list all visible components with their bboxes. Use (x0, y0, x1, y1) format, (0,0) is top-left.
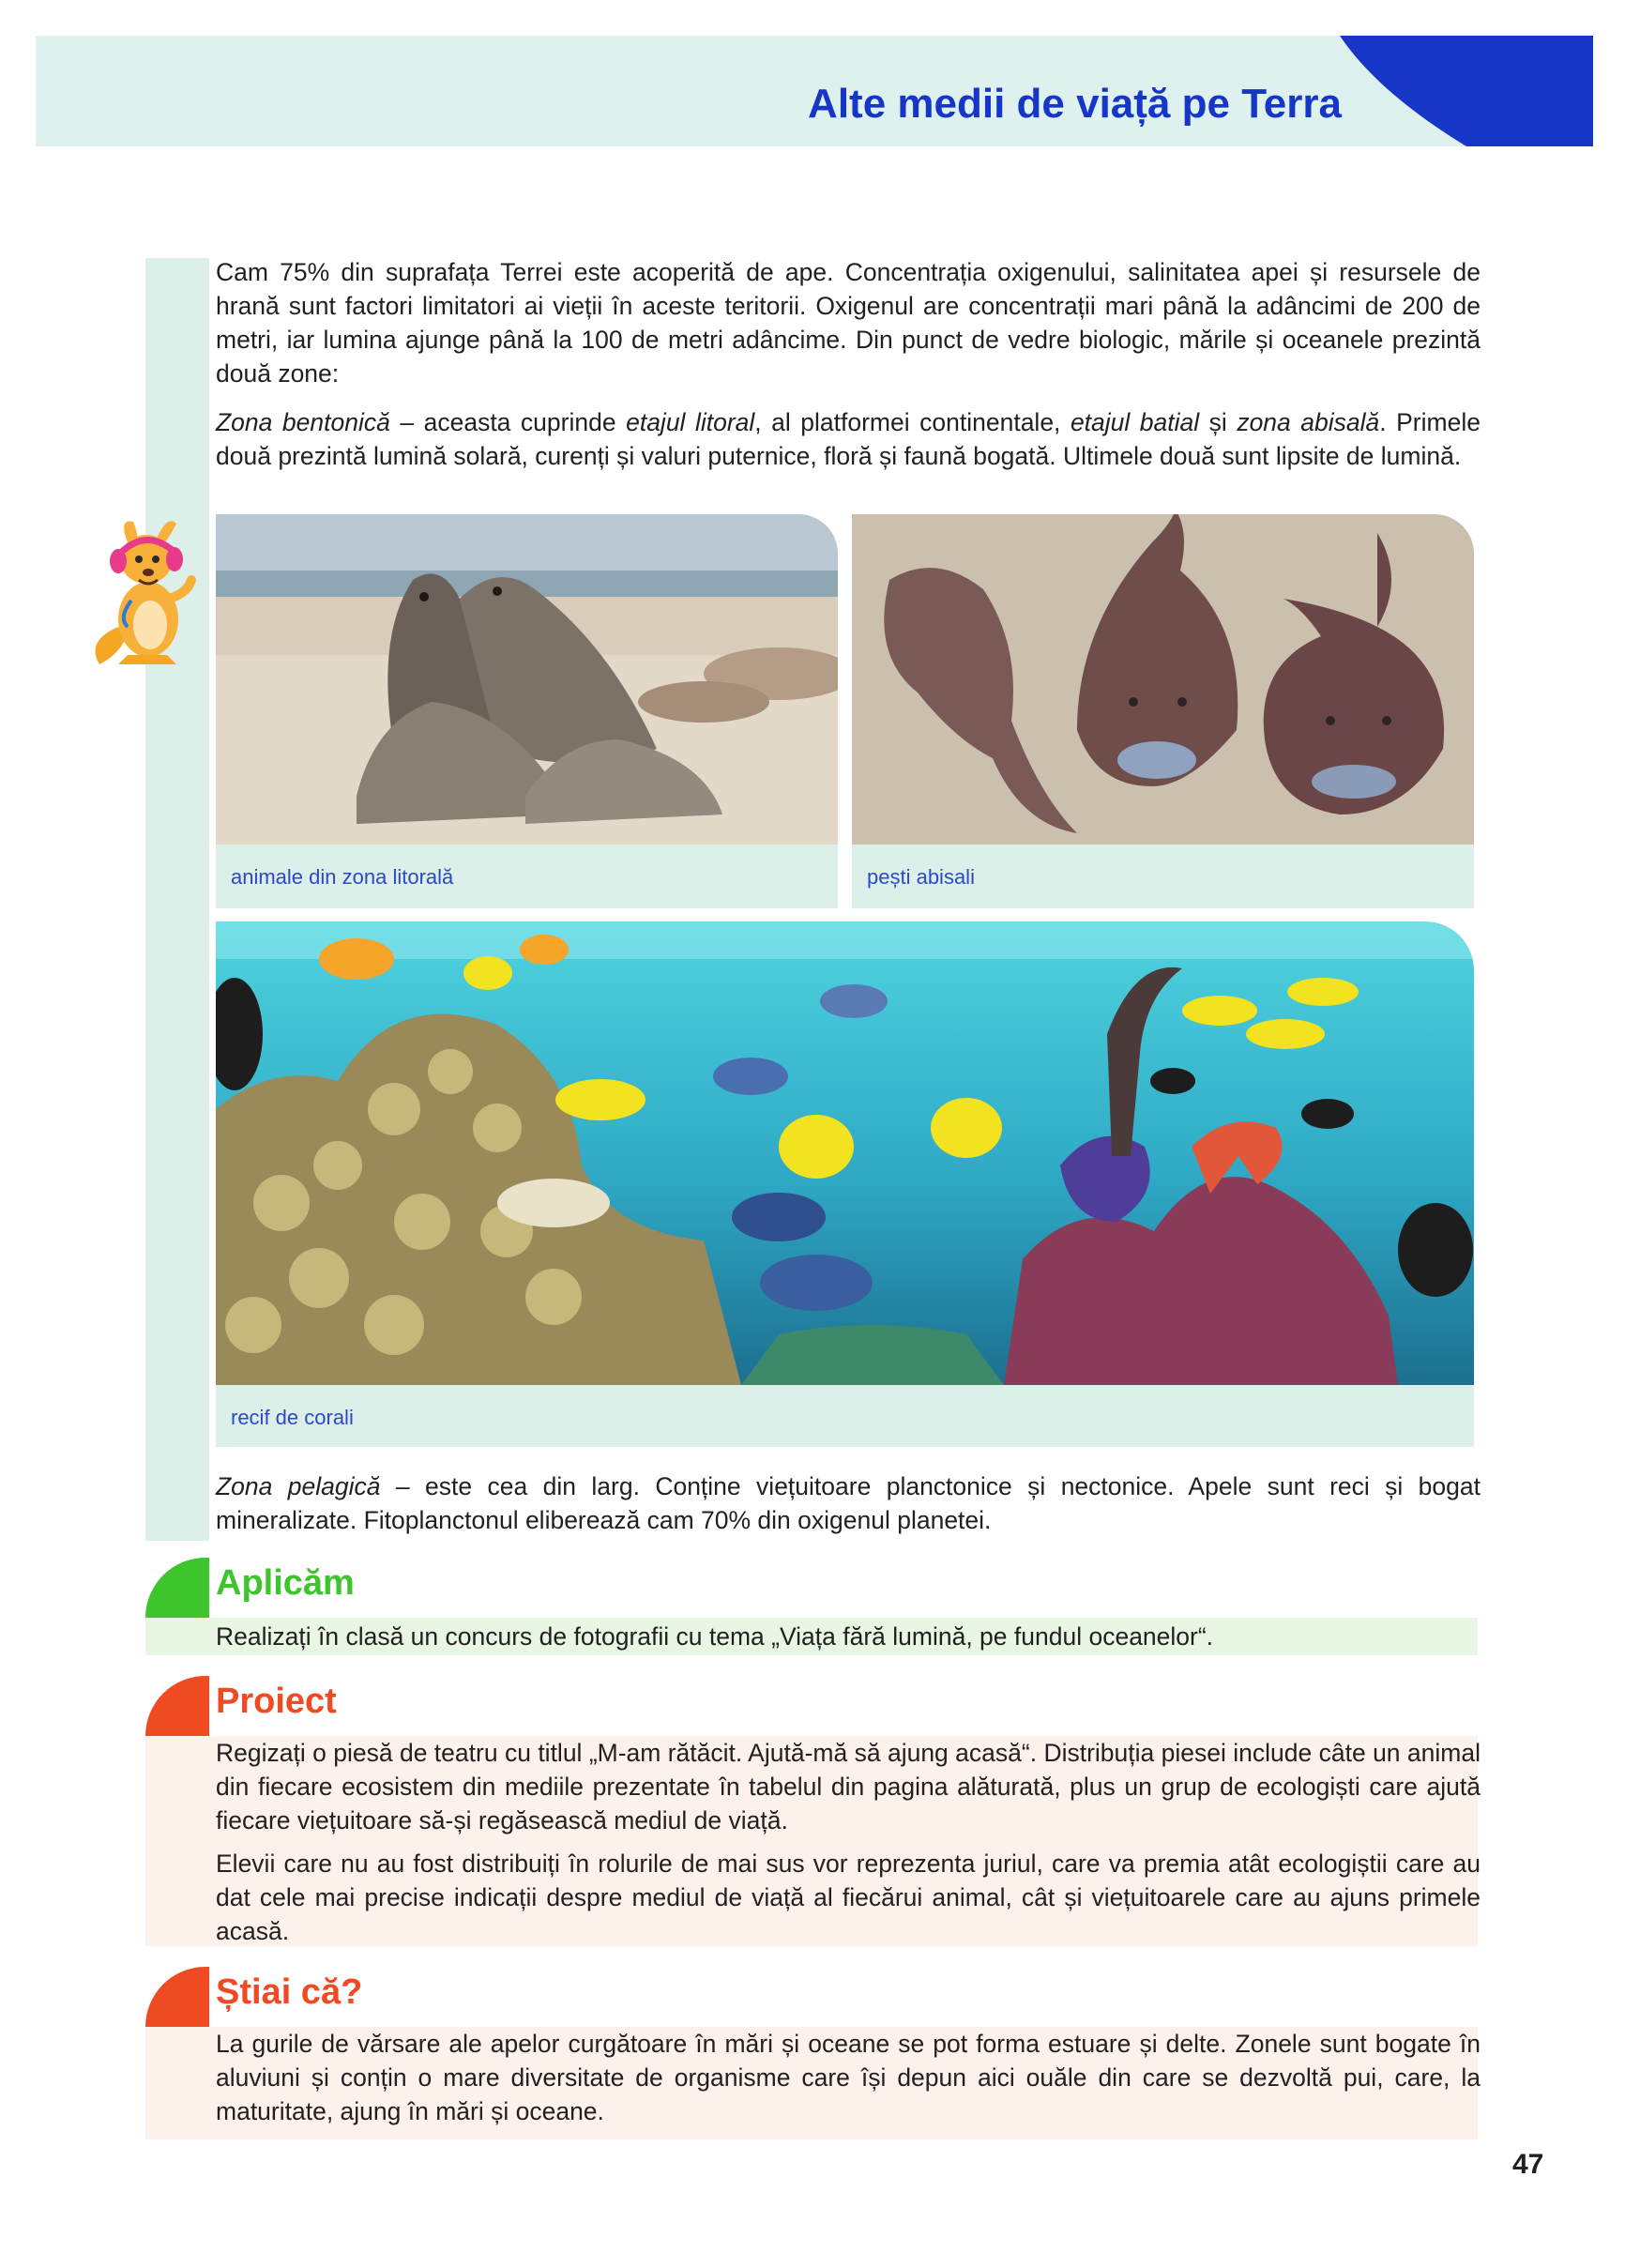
benthic-text-4: . Primele două prezintă lumină solară, curenți și valuri puternice, floră și faună bogată. Ultimele două sunt lipsite de lumină. (216, 408, 1481, 470)
proiect-title: Proiect (216, 1682, 337, 1721)
stiai-text: La gurile de vărsare ale apelor curgătoare în mări și oceane se pot forma estuare și delte. Zonele sunt bogate în aluviuni și conțin o mare diversitate de organisme care își depun aici ouăle din care se dezvoltă pui, care, la maturitate, ajung în mări și oceane. (216, 2030, 1481, 2125)
coral-reef-caption: recif de corali (231, 1406, 354, 1429)
stiai-title: Știai că? (216, 1972, 363, 2012)
figure-abyssal-fish (852, 514, 1474, 908)
aplicam-tab (145, 1558, 209, 1618)
pelagic-text: – este cea din larg. Conține viețuitoare planctonice și nectonice. Apele sunt reci și bogat mineralizate. Fitoplanctonul eliberează cam 70% din oxigenul planetei. (216, 1472, 1481, 1534)
proiect-tab (145, 1676, 209, 1736)
benthic-text-3: și (1199, 408, 1238, 436)
page-title: Alte medii de viață pe Terra (808, 81, 1342, 127)
batial-term: etajul batial (1070, 408, 1200, 436)
coral-reef-photo (216, 921, 1474, 1385)
abyssal-fish-photo (852, 514, 1474, 845)
stiai-tab (145, 1967, 209, 2027)
benthic-zone-term: Zona bentonică (216, 408, 390, 436)
abisala-term: zona abisală (1237, 408, 1380, 436)
aplicam-title: Aplicăm (216, 1563, 355, 1603)
pelagic-zone-paragraph (216, 1469, 1481, 1537)
header-corner-decoration (1340, 36, 1593, 146)
intro-paragraph: Cam 75% din suprafața Terrei este acoperită de ape. Concentrația oxigenului, salinitatea apei și resursele de hrană sunt factori limitatori ai vieții în aceste teritorii. Oxigenul are concentrații mari până la adâncimi de 200 de metri, iar lumina ajunge până la 100 de metri adâncime. Din punct de vedre biologic, mările și oceanele prezintă două zone: (216, 258, 1481, 388)
kangaroo-mascot-icon (90, 514, 203, 666)
proiect-paragraph-2: Elevii care nu au fost distribuiți în rolurile de mai sus vor reprezenta juriul, care va premia atât ecologiștii care au dat cele mai precise indicații despre mediul de viață al fiecărui animal, cât și viețuitoarele care au ajuns primele acasă. (216, 1849, 1481, 1945)
abyssal-fish-caption: pești abisali (867, 865, 975, 889)
sea-lions-caption: animale din zona litorală (231, 865, 454, 889)
sea-lions-photo (216, 514, 838, 845)
benthic-text-2: , al platformei continentale, (754, 408, 1071, 436)
benthic-zone-paragraph (216, 405, 1481, 473)
aplicam-text: Realizați în clasă un concurs de fotografii cu tema „Viața fără lumină, pe fundul oceanelor“. (216, 1622, 1214, 1651)
pelagic-zone-term: Zona pelagică (216, 1472, 381, 1500)
page-number: 47 (1512, 2149, 1544, 2180)
figure-coral-reef (216, 921, 1474, 1447)
figure-sea-lions (216, 514, 838, 908)
benthic-text-1: – aceasta cuprinde (389, 408, 627, 436)
proiect-paragraph-1: Regizați o piesă de teatru cu titlul „M-am rătăcit. Ajută-mă să ajung acasă“. Distribuția piesei include câte un animal din fiecare ecosistem din mediile prezentate în tabelul din pagina alăturată, plus un grup de ecologiști care ajută fiecare viețuitoare să-și regăsească mediul de viață. (216, 1739, 1481, 1834)
side-strip (145, 258, 209, 1541)
litoral-term: etajul litoral (626, 408, 755, 436)
